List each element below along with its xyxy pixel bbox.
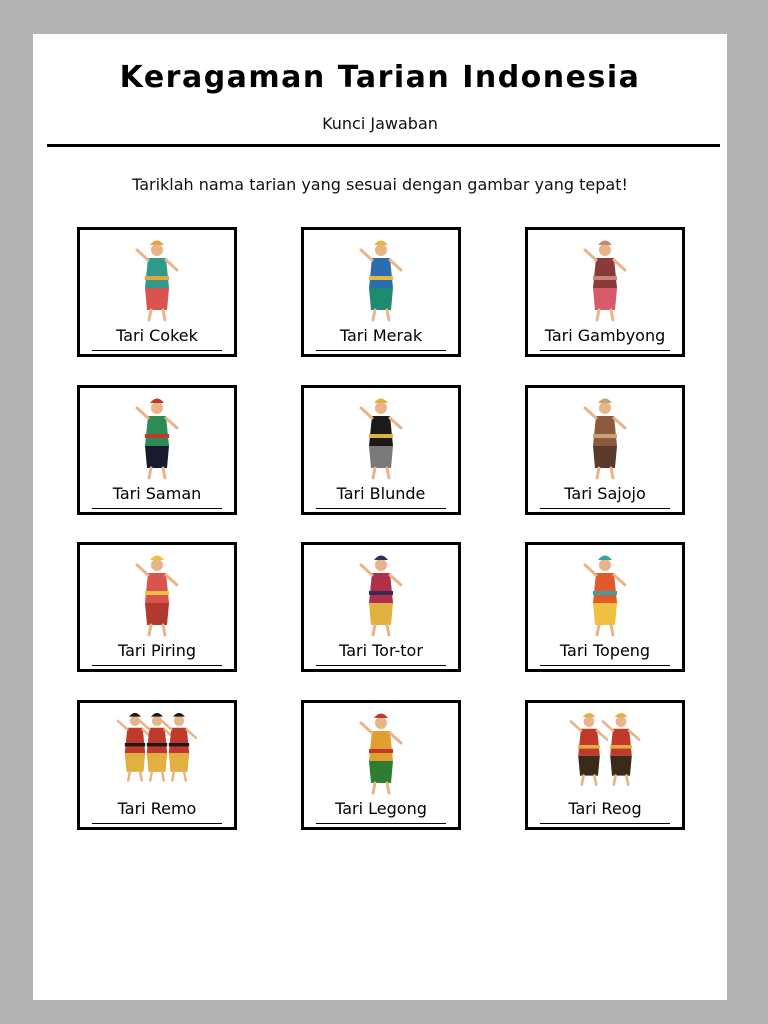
answer-line: [92, 350, 222, 351]
dance-name-label: Tari Tor-tor: [339, 641, 423, 660]
gambyong-dancer-icon: [565, 236, 645, 322]
answer-line: [316, 823, 446, 824]
reog-dancers-icon: [565, 709, 645, 795]
dance-card: [301, 700, 461, 830]
dance-card: [77, 542, 237, 672]
dance-name-label: Tari Topeng: [559, 641, 651, 660]
header-divider: [47, 144, 720, 147]
answer-line: [316, 508, 446, 509]
legong-dancer-icon: [341, 709, 421, 795]
remo-dancers-icon: [117, 709, 197, 795]
merak-dancer-icon: [341, 236, 421, 322]
dance-name-label: Tari Cokek: [116, 326, 198, 345]
dance-card: [525, 542, 685, 672]
tortor-dancer-icon: [341, 551, 421, 637]
topeng-dancer-icon: [565, 551, 645, 637]
dance-card: [77, 227, 237, 357]
dance-card: [77, 385, 237, 515]
worksheet-page: [33, 34, 727, 1000]
answer-line: [316, 350, 446, 351]
dance-name-label: Tari Legong: [335, 799, 427, 818]
sajojo-dancer-icon: [565, 394, 645, 480]
blunde-dancer-icon: [341, 394, 421, 480]
answer-line: [540, 508, 670, 509]
cokek-dancer-icon: [117, 236, 197, 322]
answer-line: [540, 350, 670, 351]
dance-name-label: Tari Saman: [112, 484, 202, 503]
dance-name-label: Tari Reog: [568, 799, 642, 818]
page-subtitle: Kunci Jawaban: [322, 114, 438, 133]
page-title: Keragaman Tarian Indonesia: [119, 60, 641, 95]
dance-card: [301, 385, 461, 515]
dance-card: [301, 542, 461, 672]
dance-card: [77, 700, 237, 830]
dance-name-label: Tari Piring: [117, 641, 197, 660]
saman-dancer-icon: [117, 394, 197, 480]
dance-card: [525, 700, 685, 830]
answer-line: [92, 823, 222, 824]
dance-card: [525, 385, 685, 515]
piring-dancer-icon: [117, 551, 197, 637]
answer-line: [540, 665, 670, 666]
dance-name-label: Tari Merak: [339, 326, 423, 345]
answer-line: [92, 665, 222, 666]
answer-line: [540, 823, 670, 824]
answer-line: [316, 665, 446, 666]
dance-card: [525, 227, 685, 357]
answer-line: [92, 508, 222, 509]
dance-name-label: Tari Blunde: [336, 484, 426, 503]
dance-card: [301, 227, 461, 357]
instruction-text: Tariklah nama tarian yang sesuai dengan gambar yang tepat!: [132, 175, 628, 194]
dance-name-label: Tari Sajojo: [564, 484, 646, 503]
dance-name-label: Tari Remo: [117, 799, 197, 818]
dance-name-label: Tari Gambyong: [544, 326, 666, 345]
